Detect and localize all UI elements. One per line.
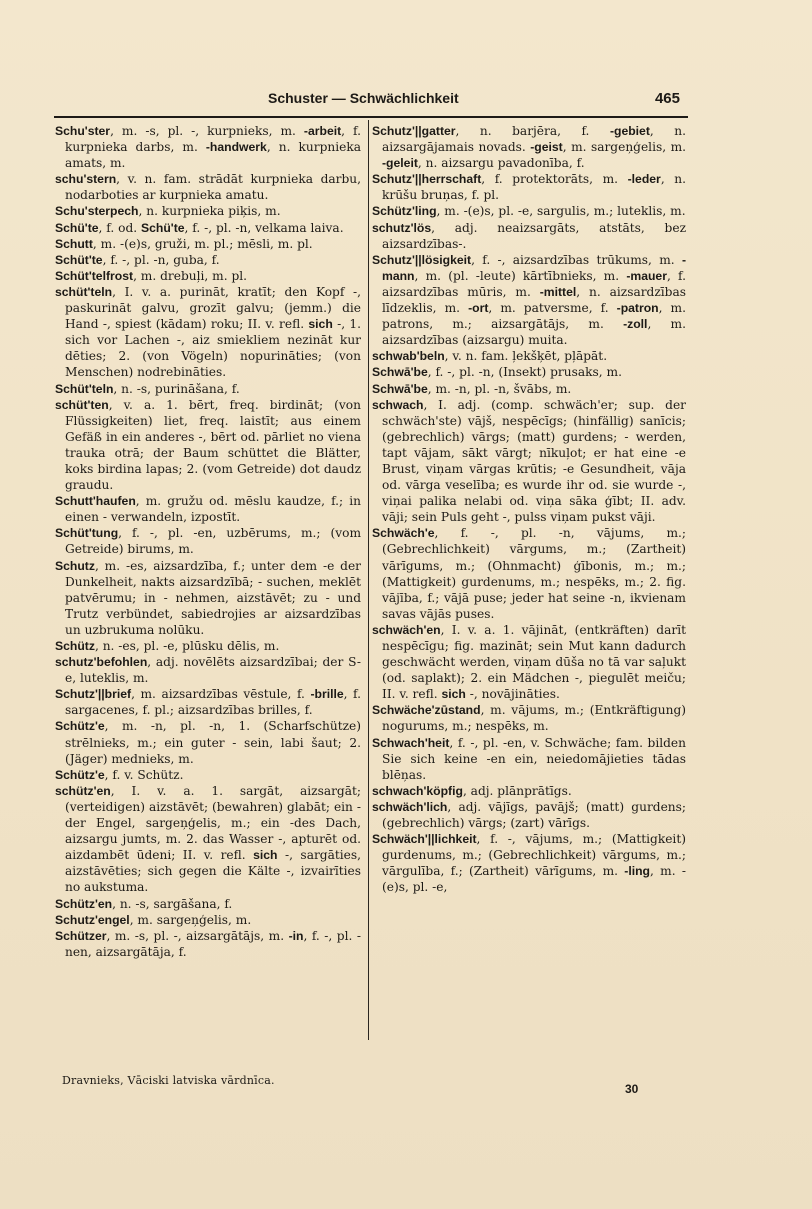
dictionary-entry: Schü'te, f. od. Schü'te, f. -, pl. -n, velkama laiva. — [55, 220, 344, 235]
dictionary-entry: Schutz'engel, m. sargeņģelis, m. — [55, 912, 252, 927]
running-head: Schuster — Schwächlichkeit — [268, 90, 459, 106]
dictionary-entry: Schwach'heit, f. -, pl. -en, v. Schwäche; fam. bilden Sie sich keine -en ein, neiedomājieties tādas blēņas. — [372, 735, 686, 782]
page-header — [268, 90, 688, 112]
dictionary-entry: Schutt'haufen, m. gružu od. mēslu kaudze, f.; in einen - verwandeln, izpostīt. — [55, 494, 361, 525]
dictionary-entry: Schutz'||lösigkeit, f. -, aizsardzības trūkums, m. -mann, m. (pl. -leute) kārtībnieks, m. -mauer, f. aizsardzības mūris, m. -mittel, n. aizsardzības līdzeklis, m. -ort, m. patversme, f. -patron, m. patrons, m.; aizsargātājs, m. -zoll, m. aizsardzības (aizsargu) muita. — [372, 252, 686, 348]
page-number: 465 — [654, 90, 680, 107]
dictionary-entry: Schüt'telfrost, m. drebuļi, m. pl. — [55, 268, 248, 283]
left-column — [55, 123, 361, 960]
source-footer: Dravnieks, Vāciski latviska vārdnīca. — [62, 1074, 275, 1087]
header-rule — [54, 116, 688, 118]
dictionary-entry: Schützer, m. -s, pl. -, aizsargātājs, m. -in, f. -, pl. -nen, aizsargātāja, f. — [55, 928, 361, 959]
dictionary-entry: schwäch'lich, adj. vājīgs, pavājš; (matt) gurdens; (gebrechlich) vārgs; (zart) vārīgs. — [372, 799, 686, 831]
dictionary-entry: schüt'ten, v. a. 1. bērt, freq. birdināt; (von Flüssigkeiten) liet, freq. laistīt; aus einem Gefäß in ein anderes -, bērt od. pārliet no viena trauka otrā; der Baum schüttet die Blätter, koks birdina lapas; 2. (vom Getreide) dot daudz graudu. — [55, 397, 361, 493]
dictionary-entry: schu'stern, v. n. fam. strādāt kurpnieka darbu, nodarboties ar kurpnieka amatu. — [55, 172, 361, 203]
dictionary-entry: schwach, I. adj. (comp. schwäch'er; sup. der schwäch'ste) vājš, nespēcīgs; (hinfällig) sanīcis; (gebrechlich) vārgs; (matt) gurdens; - werden, tapt vājam, sākt vārgt; nīkuļot; er hat eine -e Brust, viņam vārgas krūtis; -e Gesundheit, vāja od. vārga veselība; es wurde ihr od. sie wurde -, viņai palika nelabi od. viņa sāka ģībt; II. adv. vāji; sein Puls geht -, pulss viņam pukst vāji. — [372, 397, 686, 525]
dictionary-entry: schutz'befohlen, adj. novēlēts aizsardzībai; der S-e, luteklis, m. — [55, 655, 361, 686]
dictionary-entry: Schutz'||herrschaft, f. protektorāts, m. -leder, n. krūšu bruņas, f. pl. — [372, 172, 686, 203]
dictionary-entry: Schu'ster, m. -s, pl. -, kurpnieks, m. -arbeit, f. kurpnieka darbs, m. -handwerk, n. kurpnieka amats, m. — [55, 124, 361, 171]
dictionary-entry: schwach'köpfig, adj. plānprātīgs. — [372, 783, 572, 798]
dictionary-entry: schütz'en, I. v. a. 1. sargāt, aizsargāt; (verteidigen) aizstāvēt; (bewahren) glabāt; ein -der Engel, sargeņģelis, m.; ein -des Dach, aizsargu jumts, m. 2. das Wasser -, apturēt od. aizdambēt ūdeni; II. v. refl. sich -, sargāties, aizstāvēties; sich gegen die Kälte -, izvairīties no aukstuma. — [55, 783, 361, 895]
dictionary-entry: Schutz'||gatter, n. barjēra, f. -gebiet, n. aizsargājamais novads. -geist, m. sargeņģelis, m. -geleit, n. aizsargu pavadonība, f. — [372, 124, 686, 171]
dictionary-entry: Schüt'teln, n. -s, purināšana, f. — [55, 381, 240, 396]
dictionary-entry: Schwäche'zūstand, m. vājums, m.; (Entkräftigung) nogurums, m.; nespēks, m. — [372, 703, 686, 734]
dictionary-entry: Schütz'e, f. v. Schütz. — [55, 767, 184, 782]
right-column — [372, 123, 686, 896]
dictionary-entry: Schüt'tung, f. -, pl. -en, uzbērums, m.; (vom Getreide) birums, m. — [55, 526, 361, 557]
dictionary-entry: Schütz'e, m. -n, pl. -n, 1. (Scharfschütze) strēlnieks, m.; ein guter - sein, labi šaut; 2. (Jäger) mednieks, m. — [55, 719, 361, 766]
dictionary-entry: schüt'teln, I. v. a. purināt, kratīt; den Kopf -, paskurināt galvu, grozīt galvu; (jemm.) die Hand -, spiest (kādam) roku; II. v. refl. sich -, 1. sich vor Lachen -, aiz smiekliem nezināt kur dēties; 2. (von Vögeln) nopurināties; (von Menschen) nodrebināties. — [55, 284, 361, 380]
dictionary-entry: Schütz'en, n. -s, sargāšana, f. — [55, 896, 233, 911]
dictionary-entry: schwab'beln, v. n. fam. ļekšķēt, pļāpāt. — [372, 349, 608, 364]
dictionary-entry: schwäch'en, I. v. a. 1. vājināt, (entkräften) darīt nespēcīgu; fig. mazināt; sein Mut kann dadurch geschwächt werden, viņam dūša no tā var saļukt (od. saplakt); 2. ein Mädchen -, piegulēt meiču; II. v. refl. sich -, novājināties. — [372, 622, 686, 702]
dictionary-entry: Schwā'be, f. -, pl. -n, (Insekt) prusaks, m. — [372, 365, 622, 380]
dictionary-entry: Schwäch'e, f. -, pl. -n, vājums, m.; (Gebrechlichkeit) vārgums, m.; (Zartheit) vārīgums, m.; (Ohnmacht) ģībonis, m.; m.; (Mattigkeit) gurdenums, m.; nespēks, m.; 2. fig. vājība, f.; vājā puse; jeder hat seine -n, ikvienam savas vājās puses. — [372, 526, 686, 621]
dictionary-entry: Schwā'be, m. -n, pl. -n, švābs, m. — [372, 381, 572, 396]
dictionary-entry: schutz'lös, adj. neaizsargāts, atstāts, bez aizsardzības-. — [372, 220, 686, 251]
dictionary-entry: Schwäch'||lichkeit, f. -, vājums, m.; (Mattigkeit) gurdenums, m.; (Gebrechlichkeit) vārgums, m.; vārgulība, f.; (Zartheit) vārīgums, m. -ling, m. -(e)s, pl. -e, — [372, 832, 686, 895]
dictionary-entry: Schutz, m. -es, aizsardzība, f.; unter dem -e der Dunkelheit, nakts aizsardzībā; - suchen, meklēt patvērumu; in - nehmen, aizstāvēt; zu - und Trutz verbündet, sabiedrojies ar aizsardzības un uzbrukuma nolūku. — [55, 558, 361, 637]
dictionary-entry: Schu'sterpech, n. kurpnieka piķis, m. — [55, 204, 281, 219]
signature-mark: 30 — [625, 1082, 639, 1096]
dictionary-entry: Schütz, n. -es, pl. -e, plūsku dēlis, m. — [55, 639, 280, 653]
dictionary-entry: Schutz'||brief, m. aizsardzības vēstule, f. -brille, f. sargacenes, f. pl.; aizsardzības brilles, f. — [55, 687, 361, 718]
dictionary-entry: Schutt, m. -(e)s, gruži, m. pl.; mēsli, m. pl. — [55, 236, 313, 251]
dictionary-entry: Schüt'te, f. -, pl. -n, guba, f. — [55, 252, 220, 267]
dictionary-entry: Schütz'ling, m. -(e)s, pl. -e, sargulis, m.; luteklis, m. — [372, 204, 686, 219]
column-divider — [368, 120, 369, 1040]
